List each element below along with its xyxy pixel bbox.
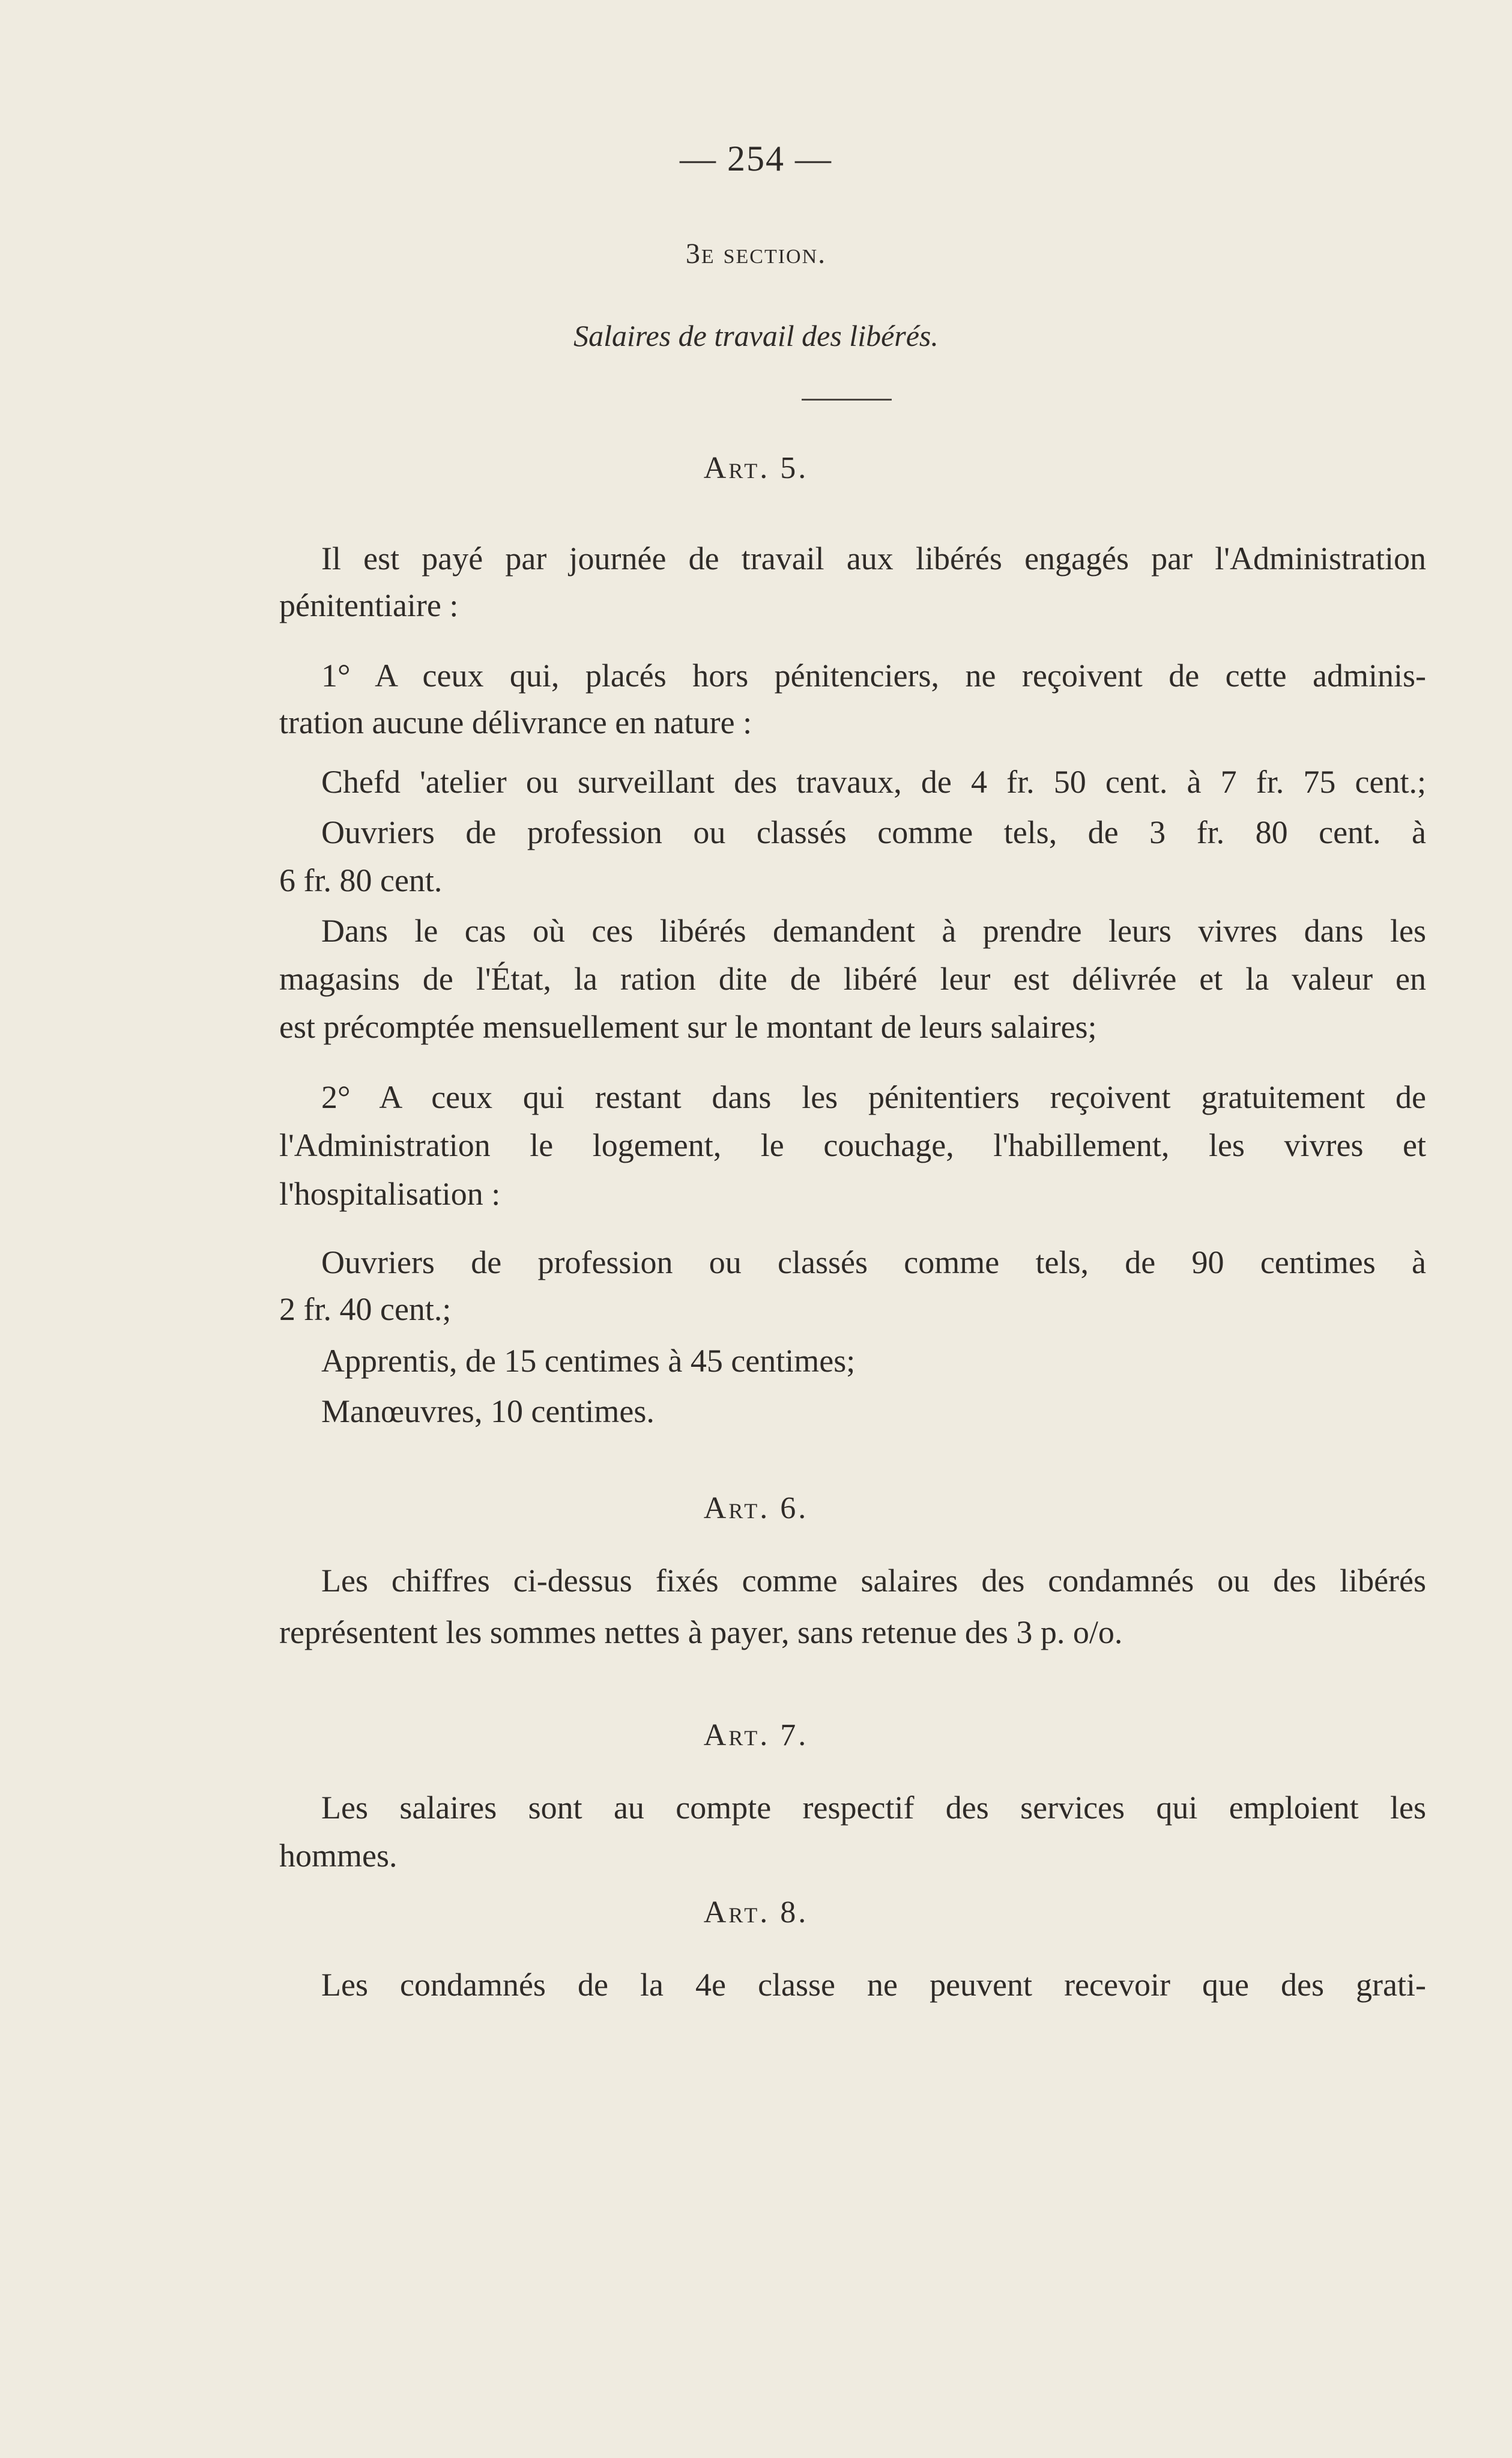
article-5-line: Ouvriers de profession ou classés comme tels, de 3 fr. 80 cent. à <box>321 814 1426 850</box>
article-5-line: tration aucune délivrance en nature : <box>279 704 752 740</box>
article-5-line: 6 fr. 80 cent. <box>279 862 443 898</box>
page-number: — 254 — <box>680 139 832 178</box>
article-6-line: Les chiffres ci-dessus fixés comme salaires des condamnés ou des libérés <box>321 1563 1426 1599</box>
article-5-line: Dans le cas où ces libérés demandent à prendre leurs vivres dans les <box>321 913 1426 949</box>
article-5-line: Apprentis, de 15 centimes à 45 centimes; <box>321 1343 856 1379</box>
article-5-line: Manœuvres, 10 centimes. <box>321 1393 655 1429</box>
section-subtitle: Salaires de travail des libérés. <box>573 319 939 353</box>
article-5-line: 2 fr. 40 cent.; <box>279 1291 452 1327</box>
separator-rule <box>802 399 892 401</box>
article-5-line: Chefd 'atelier ou surveillant des travaux, de 4 fr. 50 cent. à 7 fr. 75 cent.; <box>321 764 1426 800</box>
article-5-line: Il est payé par journée de travail aux libérés engagés par l'Administration <box>321 540 1426 577</box>
article-7-line: Les salaires sont au compte respectif des services qui emploient les <box>321 1790 1426 1826</box>
article-5-line: Ouvriers de profession ou classés comme tels, de 90 centimes à <box>321 1244 1426 1280</box>
article-5-line: 2° A ceux qui restant dans les pénitentiers reçoivent gratuitement de <box>321 1079 1426 1115</box>
article-6-heading: Art. 6. <box>703 1491 809 1525</box>
article-5-heading: Art. 5. <box>703 451 809 485</box>
article-8-heading: Art. 8. <box>703 1895 809 1930</box>
article-5-line: 1° A ceux qui, placés hors pénitenciers, ne reçoivent de cette adminis- <box>321 658 1426 694</box>
article-8-line: Les condamnés de la 4e classe ne peuvent recevoir que des grati- <box>321 1967 1426 2003</box>
article-5-line: pénitentiaire : <box>279 587 459 623</box>
article-5-line: l'hospitalisation : <box>279 1176 501 1212</box>
article-7-line: hommes. <box>279 1838 398 1874</box>
article-5-line: magasins de l'État, la ration dite de libéré leur est délivrée et la valeur en <box>279 961 1426 997</box>
article-5-line: l'Administration le logement, le couchage, l'habillement, les vivres et <box>279 1127 1426 1163</box>
article-6-line: représentent les sommes nettes à payer, sans retenue des 3 p. o/o. <box>279 1614 1123 1650</box>
article-7-heading: Art. 7. <box>703 1718 809 1752</box>
section-title: 3e section. <box>685 238 827 270</box>
article-5-line: est précomptée mensuellement sur le montant de leurs salaires; <box>279 1009 1097 1045</box>
